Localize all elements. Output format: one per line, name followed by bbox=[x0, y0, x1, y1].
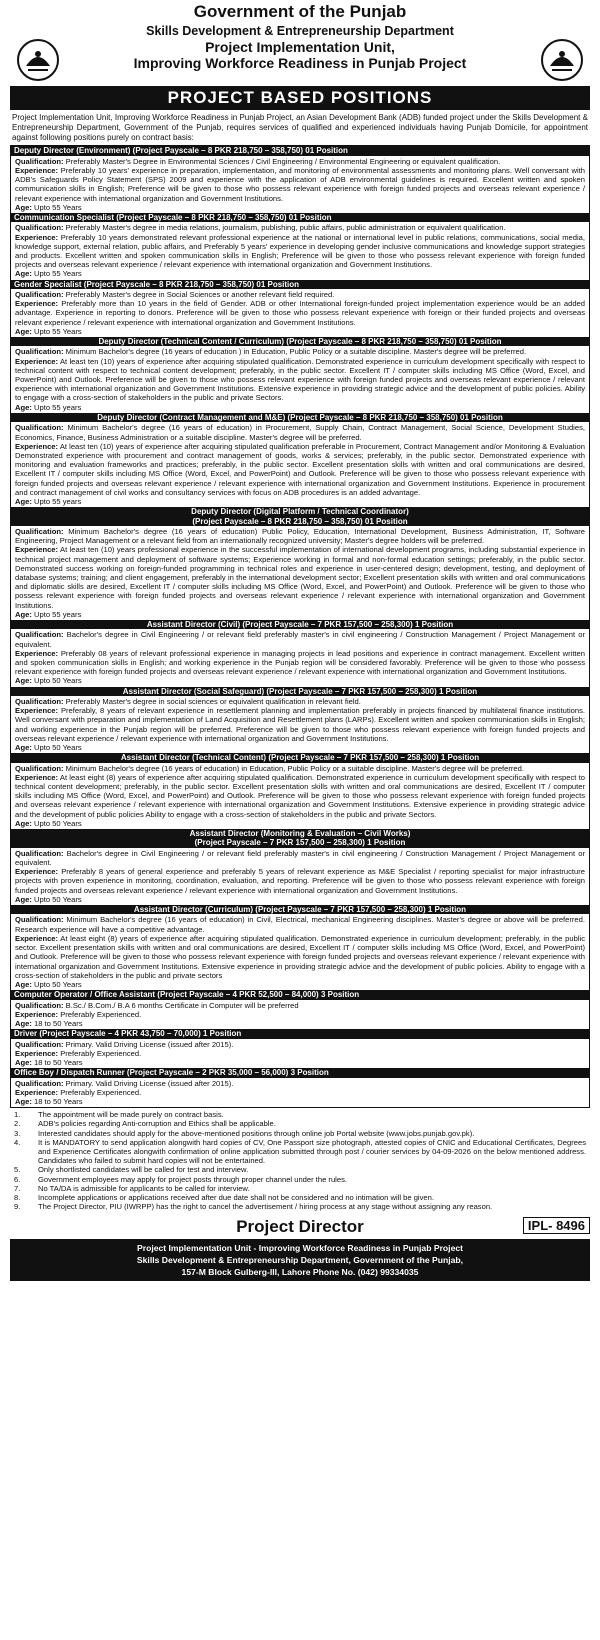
position-age-label: Age: bbox=[15, 609, 32, 619]
position-age bbox=[15, 1097, 585, 1106]
note-number: 2. bbox=[14, 1119, 21, 1129]
position-body bbox=[11, 1000, 589, 1030]
position-experience bbox=[15, 1049, 585, 1058]
position-age-text: Upto 55 Years bbox=[34, 202, 82, 212]
notes-list bbox=[10, 1108, 590, 1213]
position-qualification bbox=[15, 630, 585, 648]
project-title: Improving Workforce Readiness in Punjab Project bbox=[133, 55, 467, 71]
position-qualification bbox=[15, 347, 585, 356]
position-age-text: Upto 50 Years bbox=[34, 743, 82, 753]
footer-address bbox=[10, 1239, 590, 1281]
note-item bbox=[14, 1119, 586, 1128]
position-experience-label: Experience: bbox=[15, 772, 59, 782]
position-experience-text: Preferably 10 years' experience in preparation, implementation, and monitoring of environmental assessments and monitoring plans. Well conversant with ADB's Safeguards Policy Statement (SPS) 2009 and experience with the application of ADB environmental guidelines is required. Excellent written and spoken communication skills in English; Preference will be given to those who possess relevant experience with foreign funded projects and overseas relevant experience / relevant experience with international organization and Government Institutions. bbox=[15, 166, 585, 203]
position-experience-label: Experience: bbox=[15, 867, 59, 877]
position-body bbox=[11, 222, 589, 279]
position-qualification-label: Qualification: bbox=[15, 1000, 64, 1010]
note-number: 4. bbox=[14, 1137, 21, 1147]
position-experience-label: Experience: bbox=[15, 648, 59, 658]
position-title-line2: (Project Payscale – 7 PKR 157,500 – 258,300) 1 Position bbox=[11, 838, 589, 847]
position-body bbox=[11, 526, 589, 620]
position-qualification bbox=[15, 1001, 585, 1010]
position-age bbox=[15, 403, 585, 412]
note-item bbox=[14, 1184, 586, 1193]
position-qualification-text: Minimum Bachelor's degree (16 years of education) in Civil, Electrical, mechanical Engineering disciplines. Master's degree or above will be preferred. Research experience will have a competitive advantage. bbox=[15, 915, 585, 934]
note-text: Interested candidates should apply for the above-mentioned positions through online job Portal website (www.jobs.punjab.gov.pk). bbox=[38, 1128, 475, 1138]
position-title: Computer Operator / Office Assistant (Project Payscale – 4 PKR 52,500 – 84,000) 3 Position bbox=[11, 990, 589, 999]
position-experience-label: Experience: bbox=[15, 441, 59, 451]
note-text: Government employees may apply for project posts through proper channel under the rules. bbox=[38, 1174, 347, 1184]
position-age bbox=[15, 743, 585, 752]
position-age-label: Age: bbox=[15, 743, 32, 753]
position-title: Office Boy / Dispatch Runner (Project Payscale – 2 PKR 35,000 – 56,000) 3 Position bbox=[11, 1068, 589, 1077]
position-experience-text: Preferably Experienced. bbox=[60, 1009, 142, 1019]
position-title: Assistant Director (Social Safeguard) (Project Payscale – 7 PKR 157,500 – 258,300) 1 Position bbox=[11, 687, 589, 696]
note-number: 7. bbox=[14, 1183, 21, 1193]
position-title: Driver (Project Payscale – 4 PKR 43,750 – 70,000) 1 Position bbox=[11, 1029, 589, 1038]
position-experience-label: Experience: bbox=[15, 1009, 59, 1019]
position-qualification bbox=[15, 423, 585, 441]
position-experience bbox=[15, 867, 585, 895]
position-age bbox=[15, 269, 585, 278]
note-number: 3. bbox=[14, 1128, 21, 1138]
position-qualification-label: Qualification: bbox=[15, 915, 64, 925]
position-qualification bbox=[15, 697, 585, 706]
position-qualification bbox=[15, 527, 585, 545]
note-text: ADB's policies regarding Anti-corruption and Ethics shall be applicable. bbox=[38, 1119, 276, 1129]
footer-line3: 157-M Block Gulberg-III, Lahore Phone No. (042) 99334035 bbox=[181, 1267, 419, 1278]
position-body bbox=[11, 763, 589, 829]
position-qualification-label: Qualification: bbox=[15, 763, 64, 773]
position-qualification-text: Minimum Bachelor's degree (16 years of education) in Education, Public Policy or a suitable discipline. Master's degree will be preferred. bbox=[65, 763, 524, 773]
position-age-text: 18 to 50 Years bbox=[34, 1096, 83, 1106]
position-title-line2: (Project Payscale – 8 PKR 218,750 – 358,750) 01 Position bbox=[11, 517, 589, 526]
position-qualification bbox=[15, 1079, 585, 1088]
note-item bbox=[14, 1129, 586, 1138]
position-title: Assistant Director (Curriculum) (Project Payscale – 7 PKR 157,500 – 258,300) 1 Position bbox=[11, 905, 589, 914]
position-experience-label: Experience: bbox=[15, 299, 59, 309]
position-qualification-text: Primary. Valid Driving License (issued after 2015). bbox=[65, 1078, 234, 1088]
position-experience-text: Preferably Experienced. bbox=[60, 1087, 142, 1097]
position-experience-text: Preferably Experienced. bbox=[60, 1048, 142, 1058]
position-age-label: Age: bbox=[15, 1096, 32, 1106]
note-item bbox=[14, 1193, 586, 1202]
position-qualification-label: Qualification: bbox=[15, 347, 64, 357]
position-experience-text: At least eight (8) years of experience after acquiring stipulated qualification. Demonstrated experience in curriculum development; preferably, in the public sector. Excellent presentation skills with written and oral communications are desired, Excellent IT / computer skills including MS Office (Word, Excel, and PowerPoint) and Outlook. Preference will be given to those who possess relevant experience with foreign funded projects and overseas relevant experience / relevant experience with international organization and Government Institutions. Extensive experience in providing strategic advice and the development of public policies. Ability to engage with a cross-section of stakeholders in the public and private sectors bbox=[15, 933, 585, 980]
position-qualification bbox=[15, 915, 585, 933]
position-age-label: Age: bbox=[15, 1018, 32, 1028]
position-experience bbox=[15, 1010, 585, 1019]
position-qualification-label: Qualification: bbox=[15, 1039, 64, 1049]
position-title: Gender Specialist (Project Payscale – 8 PKR 218,750 – 358,750) 01 Position bbox=[11, 280, 589, 289]
position-qualification-text: Bachelor's degree in Civil Engineering / or relevant field preferably master's in civil engineering / Construction Management / Project Management or equivalent. bbox=[15, 848, 585, 868]
note-text: Incomplete applications or applications received after due date shall not be considered and no intimation will be given. bbox=[38, 1192, 434, 1202]
position-age-text: Upto 50 Years bbox=[34, 979, 82, 989]
position-qualification-label: Qualification: bbox=[15, 156, 64, 166]
position-age-label: Age: bbox=[15, 894, 32, 904]
position-age bbox=[15, 497, 585, 506]
position-qualification-text: Preferably Master's degree in Social Sciences or another relevant field required. bbox=[65, 290, 335, 300]
note-text: It is MANDATORY to send application alongwith hard copies of CV, One Passport size photograph, attested copies of CNIC and Educational Certificates, Degrees and Experience Certificates alongwith confirmation of online application submitted through post / courier services by 04-09-2026 on the below mentioned address. Candidates who failed to submit hard copies will not be entertained. bbox=[38, 1137, 586, 1166]
position-experience-label: Experience: bbox=[15, 1087, 59, 1097]
position-age-label: Age: bbox=[15, 326, 32, 336]
position-age-label: Age: bbox=[15, 269, 32, 279]
position-age-label: Age: bbox=[15, 676, 32, 686]
position-age bbox=[15, 1019, 585, 1028]
position-experience bbox=[15, 442, 585, 497]
position-experience-text: Preferably 08 years of relevant professional experience in managing projects in lead positions and experience in contract management. Excellent written and spoken communication skills in English; and working experience in the Punjab region will be considered favorably. Preference will be given to those who possess relevant experience with foreign funded projects and overseas relevant experience / relevant experience with international organization and Government Institutions. bbox=[15, 648, 585, 677]
position-body bbox=[11, 629, 589, 686]
position-experience-label: Experience: bbox=[15, 545, 59, 555]
position-qualification-label: Qualification: bbox=[15, 1078, 64, 1088]
position-age bbox=[15, 819, 585, 828]
position-qualification-label: Qualification: bbox=[15, 630, 64, 640]
position-experience-label: Experience: bbox=[15, 706, 59, 716]
position-age-text: 18 to 50 Years bbox=[34, 1018, 83, 1028]
position-qualification bbox=[15, 157, 585, 166]
position-age-label: Age: bbox=[15, 818, 32, 828]
position-experience bbox=[15, 357, 585, 403]
position-age-text: Upto 55 years bbox=[34, 609, 82, 619]
signatory: Project Director bbox=[236, 1217, 364, 1237]
note-item bbox=[14, 1175, 586, 1184]
position-body bbox=[11, 346, 589, 412]
position-qualification-label: Qualification: bbox=[15, 526, 64, 536]
position-age bbox=[15, 980, 585, 989]
position-qualification-text: Bachelor's degree in Civil Engineering / or relevant field preferably master's in civil engineering / Construction Management / Project Management or equivalent. bbox=[15, 630, 585, 649]
note-number: 5. bbox=[14, 1165, 21, 1175]
position-qualification-text: Primary. Valid Driving License (issued after 2015). bbox=[65, 1039, 234, 1049]
note-text: No TA/DA is admissible for applicants to be called for interview. bbox=[38, 1183, 250, 1193]
note-item bbox=[14, 1138, 586, 1166]
intro-paragraph: Project Implementation Unit, Improving Workforce Readiness in Punjab Project, an Asian Development Bank (ADB) funded project under the Skills Development & Entrepreneurship Department, Government of the Punjab, requires services of qualified and experienced individuals having Punjab Domicile, for appointment against following positions purely on contract basis: bbox=[12, 113, 588, 142]
position-experience-text: Preferably 10 years demonstrated relevant professional experience at the national or international level in public relations, communications, social media, knowledge support, external relation, public affairs, and Preferably 5 years' experience in developing gender inclusive communications and knowledge support strategies and products. Excellent written and spoken communication skills in English; Preference will be given to those who possess relevant experience with foreign funded projects and overseas relevant experience / relevant experience with international organization and Government Institutions. bbox=[15, 232, 585, 270]
punjab-emblem-icon bbox=[540, 38, 584, 82]
position-qualification-label: Qualification: bbox=[15, 290, 64, 300]
position-experience-text: Preferably 8 years of general experience and preferably 5 years of relevant experience as M&E Specialist / reporting specialist for major infrastructure projects with proven experience in monitoring, coordination, evaluation, and reporting. Preference will be given to those who possess relevant experience with foreign funded projects and overseas relevant experience / relevant experience with international organization and Government Institutions. bbox=[15, 867, 585, 895]
note-item bbox=[14, 1202, 586, 1211]
punjab-emblem-icon bbox=[16, 38, 60, 82]
department-title: Skills Development & Entrepreneurship Department bbox=[146, 24, 454, 38]
banner: PROJECT BASED POSITIONS bbox=[10, 86, 590, 110]
note-text: The Project Director, PIU (IWRPP) has the right to cancel the advertisement / hiring process at any stage without assigning any reason. bbox=[38, 1202, 493, 1212]
position-experience-text: At least ten (10) years professional experience in the successful implementation of international development programs, including substantial experience in technical project management and deployment of software systems; Experience working in formal and non-formal education settings; preferably, in the public sector. Demonstrated success working on foreign-funded programming in technical roles and experience in user-centered design; development, testing, and deployment of database systems; training; and client engagement, preferably in the international development sector; Excellent presentation skills with written and oral communications and diplomatic skills are desired, Excellent IT / computer skills including MS Office (Word, Excel, and PowerPoint) and Outlook. Preference will be given to those who possess relevant experience with foreign funded projects and overseas relevant experience / relevant experience with international organization and Government Institutions. bbox=[15, 545, 585, 610]
position-experience-label: Experience: bbox=[15, 356, 59, 366]
advertisement bbox=[10, 2, 590, 1638]
position-title: Assistant Director (Monitoring & Evaluation – Civil Works) bbox=[11, 829, 589, 838]
position-experience bbox=[15, 545, 585, 609]
note-number: 6. bbox=[14, 1174, 21, 1184]
position-experience bbox=[15, 1088, 585, 1097]
header bbox=[10, 2, 590, 86]
position-experience-text: At least ten (10) years of experience after acquiring stipulated qualification. Demonstrated experience in curriculum development specifically with respect to technical content with respect to technical content development; preferably, in the public sector. Excellent IT / computer skills including MS Office (Word, Excel, and PowerPoint) and Outlook. Preference will be given to those who possess relevant experience with foreign funded projects and overseas relevant experience / relevant experience with international organization and Government Institutions. Extensive experience in providing strategic advice and the development of public policies. Ability to engage with a cross-section of stakeholders in the public and private Sectors. bbox=[15, 356, 585, 403]
position-qualification-label: Qualification: bbox=[15, 223, 64, 233]
position-body bbox=[11, 289, 589, 337]
position-qualification bbox=[15, 764, 585, 773]
position-age-text: 18 to 50 Years bbox=[34, 1057, 83, 1067]
position-title: Assistant Director (Civil) (Project Payscale – 7 PKR 157,500 – 258,300) 1 Position bbox=[11, 620, 589, 629]
position-body bbox=[11, 914, 589, 990]
position-age bbox=[15, 610, 585, 619]
ipl-number: IPL- 8496 bbox=[523, 1217, 590, 1234]
position-qualification-text: B.Sc./ B.Com./ B.A 6 months Certificate in Computer will be preferred bbox=[65, 1000, 299, 1010]
position-title: Assistant Director (Technical Content) (Project Payscale – 7 PKR 157,500 – 258,300) 1 Position bbox=[11, 753, 589, 762]
position-age-label: Age: bbox=[15, 979, 32, 989]
position-experience bbox=[15, 773, 585, 819]
position-experience bbox=[15, 934, 585, 980]
note-number: 1. bbox=[14, 1110, 21, 1120]
position-qualification bbox=[15, 849, 585, 867]
note-text: The appointment will be made purely on contract basis. bbox=[38, 1110, 224, 1120]
footer bbox=[10, 1217, 590, 1237]
position-experience bbox=[15, 233, 585, 270]
position-qualification bbox=[15, 223, 585, 232]
position-qualification-text: Minimum Bachelor's degree (16 years of education ) in Education, Public Policy or a suitable discipline. Master's degree will be preferred. bbox=[65, 347, 527, 357]
position-qualification-text: Preferably Master's degree in social sciences or equivalent qualification in relevant field. bbox=[65, 697, 361, 706]
position-age-label: Age: bbox=[15, 496, 32, 506]
position-qualification-text: Preferably Master's degree in media relations, journalism, publishing, public affairs, public administration or equivalent qualification. bbox=[65, 223, 506, 233]
position-age bbox=[15, 1058, 585, 1067]
position-qualification-text: Minimum Bachelor's degree (16 years of education) in Procurement, Supply Chain, Contract Management, Social Science, Development Studies, Economics, Finance, Business Administration or a suitable discipline. Master's degree will be preferred. bbox=[15, 423, 585, 442]
position-qualification-label: Qualification: bbox=[15, 697, 64, 706]
position-age-text: Upto 55 Years bbox=[34, 326, 82, 336]
position-age bbox=[15, 327, 585, 336]
position-experience bbox=[15, 299, 585, 327]
position-title: Deputy Director (Technical Content / Curriculum) (Project Payscale – 8 PKR 218,750 – 358,750) 01 Position bbox=[11, 337, 589, 346]
position-body bbox=[11, 1078, 589, 1108]
position-age-text: Upto 50 Years bbox=[34, 818, 82, 828]
footer-line1: Project Implementation Unit - Improving Workforce Readiness in Punjab Project bbox=[137, 1243, 463, 1254]
position-age-label: Age: bbox=[15, 402, 32, 412]
position-age-text: Upto 50 Years bbox=[34, 894, 82, 904]
position-age-label: Age: bbox=[15, 202, 32, 212]
position-experience-label: Experience: bbox=[15, 933, 59, 943]
position-experience-text: At least eight (8) years of experience after acquiring stipulated qualification. Demonstrated experience in curriculum development specifically with respect to technical content development; preferably, in the public sector. Excellent presentation skills with written and oral communications are desired, Excellent IT / computer skills including MS Office (Word, Excel, and PowerPoint) and Outlook. Preference will be given to those who possess relevant experience with foreign funded projects and overseas relevant experience / relevant experience with international organization and Government Institutions. Extensive experience in providing strategic advice and the development of public policies Ability to engage with a cross-section of stakeholders in the public and private Sectors. bbox=[15, 772, 585, 819]
position-experience-label: Experience: bbox=[15, 1048, 59, 1058]
footer-line2: Skills Development & Entrepreneurship Department, Government of the Punjab, bbox=[136, 1255, 464, 1266]
position-age bbox=[15, 676, 585, 685]
position-experience bbox=[15, 166, 585, 203]
position-age-text: Upto 55 years bbox=[34, 402, 82, 412]
note-item bbox=[14, 1165, 586, 1174]
position-experience bbox=[15, 649, 585, 677]
note-number: 8. bbox=[14, 1192, 21, 1202]
gov-title: Government of the Punjab bbox=[193, 2, 407, 21]
position-experience-text: Preferably more than 10 years in the field of Gender. ADB or other International foreign-funded project implementation experience would be an added advantage. Experience in reporting to donors. Preference will be given to those who possess relevant experience with foreign or their funded projects and overseas relevant experience / relevant experience with international organization and Government Institutions. bbox=[15, 299, 585, 327]
position-qualification-text: Minimum Bachelor's degree (16 years of education) Public Policy, Education, International Development, Business Administration, IT, Software Engineering, Project Management or a relevant field from an internationally recognized university; Master's degree holders will be preferred. bbox=[15, 526, 585, 546]
position-experience bbox=[15, 706, 585, 743]
position-experience-text: Preferably, 8 years of relevant experience in resettlement planning and implementation preferably in projects financed by multilateral finance institutions. Well conversant with preparation and implementation of Land Acquisition and Resettlement plans (LARPs). Excellent written and spoken communication skills in English; and working experience in the Punjab region will be preferred. Preference will be given to those who possess relevant experience with foreign funded projects and overseas relevant experience / relevant experience with international organization and Government Institutions. bbox=[15, 706, 585, 743]
position-body bbox=[11, 696, 589, 753]
position-age bbox=[15, 203, 585, 212]
position-title: Deputy Director (Digital Platform / Technical Coordinator) bbox=[11, 507, 589, 516]
position-age-text: Upto 50 Years bbox=[34, 676, 82, 686]
position-body bbox=[11, 848, 589, 905]
position-qualification-label: Qualification: bbox=[15, 423, 64, 433]
note-text: Only shortlisted candidates will be called for test and interview. bbox=[38, 1165, 249, 1175]
position-qualification-label: Qualification: bbox=[15, 848, 64, 858]
position-age-text: Upto 55 Years bbox=[34, 269, 82, 279]
note-number: 9. bbox=[14, 1202, 21, 1212]
position-body bbox=[11, 156, 589, 213]
position-title: Communication Specialist (Project Payscale – 8 PKR 218,750 – 358,750) 01 Position bbox=[11, 213, 589, 222]
position-experience-text: At least ten (10) years of experience after acquiring stipulated qualification preferable in Procurement, Contract Management and/or Monitoring & Evaluation Demonstrated experience with procurement and contract management of goods, works & services; preferably, in the public sector. Demonstrated experience with monitoring and evaluation frameworks and practices; preferably, in the public sector. Excellent presentation skills with written and oral communications are desired, Excellent IT / computer skills including MS Office (Word, Excel, and PowerPoint) and Outlook. Preference will be given to those who possess relevant experience with foreign funded projects and overseas relevant experience / relevant experience with international organization and Government Institutions. Experience in procurement and contract management of civil works and consultancy services with focus on ADB procedures is an added advantage. bbox=[15, 441, 585, 497]
positions-list bbox=[10, 145, 590, 1108]
position-experience-label: Experience: bbox=[15, 166, 59, 175]
position-title: Deputy Director (Environment) (Project Payscale – 8 PKR 218,750 – 358,750) 01 Position bbox=[11, 146, 589, 155]
position-age-text: Upto 55 years bbox=[34, 496, 82, 506]
position-experience-label: Experience: bbox=[15, 232, 59, 242]
unit-title: Project Implementation Unit, bbox=[205, 39, 395, 55]
position-title: Deputy Director (Contract Management and M&E) (Project Payscale – 8 PKR 218,750 – 358,750) 01 Position bbox=[11, 413, 589, 422]
position-age bbox=[15, 895, 585, 904]
position-qualification-text: Preferably Master's Degree in Environmental Sciences / Civil Engineering / Environmental Engineering or equivalent qualification. bbox=[65, 156, 501, 166]
position-qualification bbox=[15, 290, 585, 299]
position-body bbox=[11, 1039, 589, 1069]
position-age-label: Age: bbox=[15, 1057, 32, 1067]
position-qualification bbox=[15, 1040, 585, 1049]
note-item bbox=[14, 1110, 586, 1119]
position-body bbox=[11, 422, 589, 507]
